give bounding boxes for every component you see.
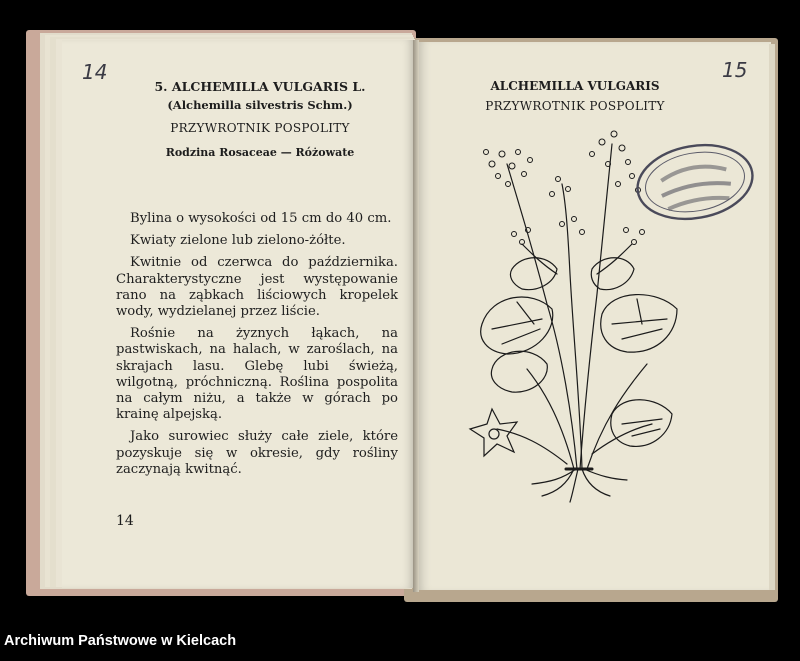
illustration-title: ALCHEMILLA VULGARIS [490, 79, 660, 93]
paragraph: Kwitnie od czerwca do października. Charakterystyczne jest występowanie rano na ząbkach liściowych kropelek wody, wydzielanej przez liście. [116, 255, 398, 320]
paragraph: Bylina o wysokości od 15 cm do 40 cm. [130, 211, 392, 226]
species-synonym: (Alchemilla silvestris Schm.) [167, 98, 353, 112]
archive-stamp-icon [632, 140, 758, 224]
page-edge [769, 44, 775, 590]
archive-name: Archiwum Państwowe w Kielcach [4, 633, 237, 649]
family-name: Rodzina Rosaceae — Różowate [165, 146, 355, 159]
paragraph: Jako surowiec służy całe ziele, które pozyskuje się w okresie, gdy rośliny zaczynają kwitnąć. [116, 429, 398, 477]
species-heading: 5. ALCHEMILLA VULGARIS L. [154, 79, 366, 94]
common-name: PRZYWROTNIK POSPOLITY [170, 121, 350, 135]
handwritten-page-number-left: 14 [82, 60, 108, 84]
description-text [116, 211, 398, 484]
illustration-subtitle: PRZYWROTNIK POSPOLITY [485, 99, 665, 113]
paragraph: Rośnie na żyznych łąkach, na pastwiskach, na halach, w zaroślach, na skrajach lasu. Glebę lubi świeżą, wilgotną, próchniczną. Roślina pospolita na całym niżu, a także w górach po krainę alpejską. [116, 326, 398, 423]
handwritten-page-number-right: 15 [722, 58, 748, 82]
printed-page-number: 14 [116, 513, 134, 529]
paragraph: Kwiaty zielone lub zielono-żółte. [130, 233, 346, 249]
